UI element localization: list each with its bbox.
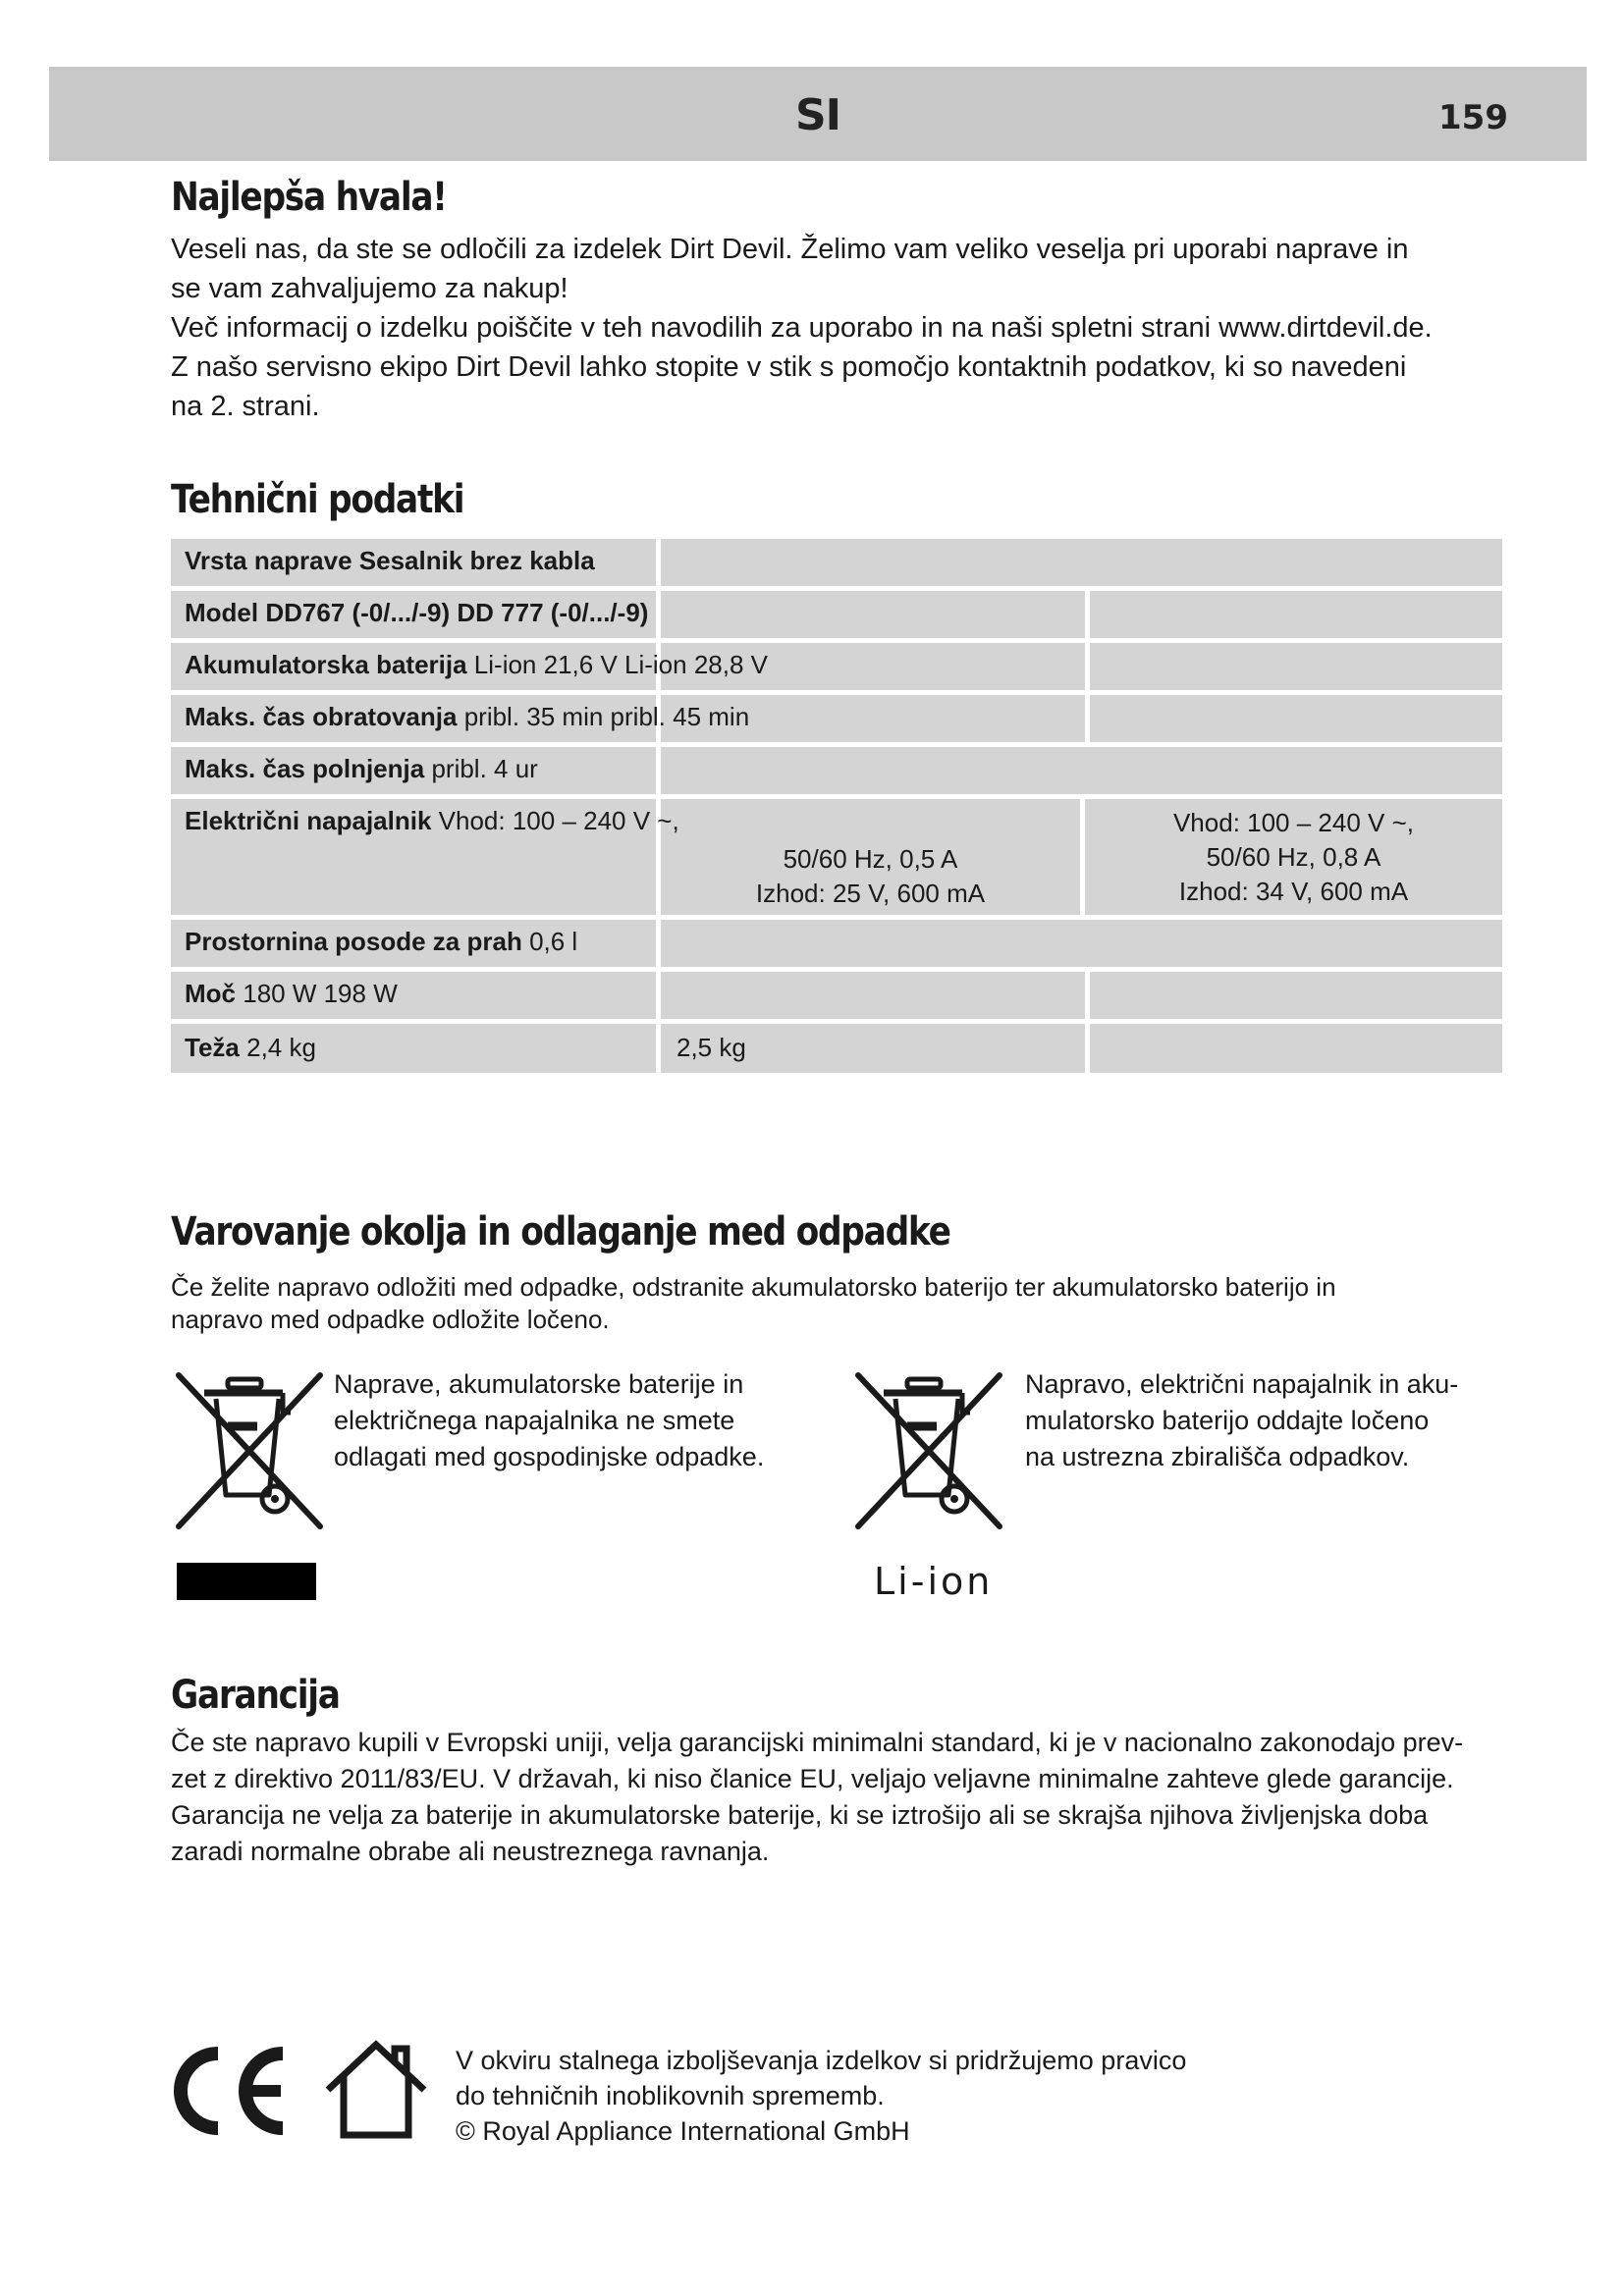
disposal-note-left: Naprave, akumulatorske baterije in električnega napajalnika ne smete odlagati med gospodinjske odpadke. bbox=[334, 1369, 765, 1471]
warranty-text: Če ste napravo kupili v Evropski uniji, velja garancijski minimalni standard, ki je v nacionalno zakonodajo prev- zet z direktivo 2011/83/EU. V državah, ki niso članice EU, veljajo veljavne minimalne zahteve glede garancije. Garancija ne velja za baterije in akumulatorske baterije, ki se iztrošijo ali se skrajša njihova življenjska doba zaradi normalne obrabe ali neustreznega ravnanja. bbox=[171, 1728, 1464, 1866]
environment-intro: Če želite napravo odložiti med odpadke, odstranite akumulatorsko baterijo ter akumulatorsko baterijo in napravo med odpadke odložite ločeno. bbox=[171, 1272, 1336, 1334]
spec-label: Maks. čas polnjenja bbox=[185, 754, 425, 783]
spec-label: Akumulatorska baterija bbox=[185, 650, 467, 679]
spec-value: Vhod: 100 – 240 V ~, bbox=[438, 806, 679, 835]
psu-spec-dd767: 50/60 Hz, 0,5 A Izhod: 25 V, 600 mA bbox=[755, 844, 986, 908]
table-row bbox=[171, 920, 1502, 967]
environment-heading: Varovanje okolja in odlaganje med odpadke bbox=[171, 1209, 950, 1255]
indoor-use-house-icon bbox=[322, 2037, 430, 2141]
crossed-out-wheelie-bin-icon bbox=[846, 1369, 1011, 1534]
battery-type-label: Li-ion bbox=[874, 1560, 994, 1603]
thanks-line: na 2. strani. bbox=[171, 391, 320, 422]
spec-value: 0,6 l bbox=[529, 927, 578, 956]
spec-label: Model DD767 (-0/.../-9) DD 777 (-0/.../-9) bbox=[185, 598, 649, 627]
spec-label: Maks. čas obratovanja bbox=[185, 702, 458, 731]
spec-label: Prostornina posode za prah bbox=[185, 927, 522, 956]
thanks-heading: Najlepša hvala! bbox=[171, 175, 447, 220]
warranty-heading: Garancija bbox=[171, 1673, 340, 1718]
thanks-line: Veseli nas, da ste se odločili za izdelek Dirt Devil. Želimo vam veliko veselja pri uporabi naprave in bbox=[171, 234, 1409, 265]
psu-spec-dd777: Vhod: 100 – 240 V ~, 50/60 Hz, 0,8 A Izhod: 34 V, 600 mA bbox=[1172, 808, 1415, 906]
table-row bbox=[171, 799, 1502, 915]
spec-label: Vrsta naprave Sesalnik brez kabla bbox=[185, 546, 595, 575]
crossed-out-wheelie-bin-icon bbox=[167, 1369, 332, 1534]
table-row bbox=[171, 539, 1502, 586]
language-code: SI bbox=[794, 90, 841, 140]
table-row bbox=[171, 643, 1502, 690]
table-row bbox=[171, 695, 1502, 742]
solid-bar-symbol bbox=[177, 1563, 316, 1600]
spec-value: 2,4 kg bbox=[246, 1033, 316, 1062]
thanks-text bbox=[171, 230, 1506, 426]
table-row bbox=[171, 972, 1502, 1019]
spec-label: Električni napajalnik bbox=[185, 806, 432, 835]
footer-text: V okviru stalnega izboljševanja izdelkov si pridržujemo pravico do tehničnih inoblikovnih sprememb. © Royal Appliance International GmbH bbox=[456, 2046, 1187, 2146]
disposal-note-right: Napravo, električni napajalnik in aku- mulatorsko baterijo oddajte ločeno na ustrezna zbirališča odpadkov. bbox=[1025, 1369, 1459, 1471]
spec-value: 2,5 kg bbox=[677, 1033, 746, 1062]
table-row bbox=[171, 1024, 1502, 1073]
spec-value: Li-ion 21,6 V Li-ion 28,8 V bbox=[473, 650, 768, 679]
page-number: 159 bbox=[1438, 98, 1508, 137]
table-row bbox=[171, 747, 1502, 794]
spec-value: pribl. 4 ur bbox=[431, 754, 538, 783]
spec-value: 180 W 198 W bbox=[243, 979, 398, 1008]
ce-mark-icon bbox=[167, 2046, 291, 2136]
spec-label: Teža bbox=[185, 1033, 240, 1062]
spec-label: Moč bbox=[185, 979, 236, 1008]
thanks-line: Z našo servisno ekipo Dirt Devil lahko stopite v stik s pomočjo kontaktnih podatkov, ki so navedeni bbox=[171, 351, 1407, 383]
thanks-line: se vam zahvaljujemo za nakup! bbox=[171, 273, 568, 304]
specs-heading: Tehnični podatki bbox=[171, 477, 464, 522]
table-row bbox=[171, 591, 1502, 638]
thanks-line: Več informacij o izdelku poiščite v teh navodilih za uporabo in na naši spletni strani www.dirtdevil.de. bbox=[171, 312, 1433, 344]
page-header bbox=[49, 67, 1587, 161]
spec-value: pribl. 35 min pribl. 45 min bbox=[463, 702, 750, 731]
